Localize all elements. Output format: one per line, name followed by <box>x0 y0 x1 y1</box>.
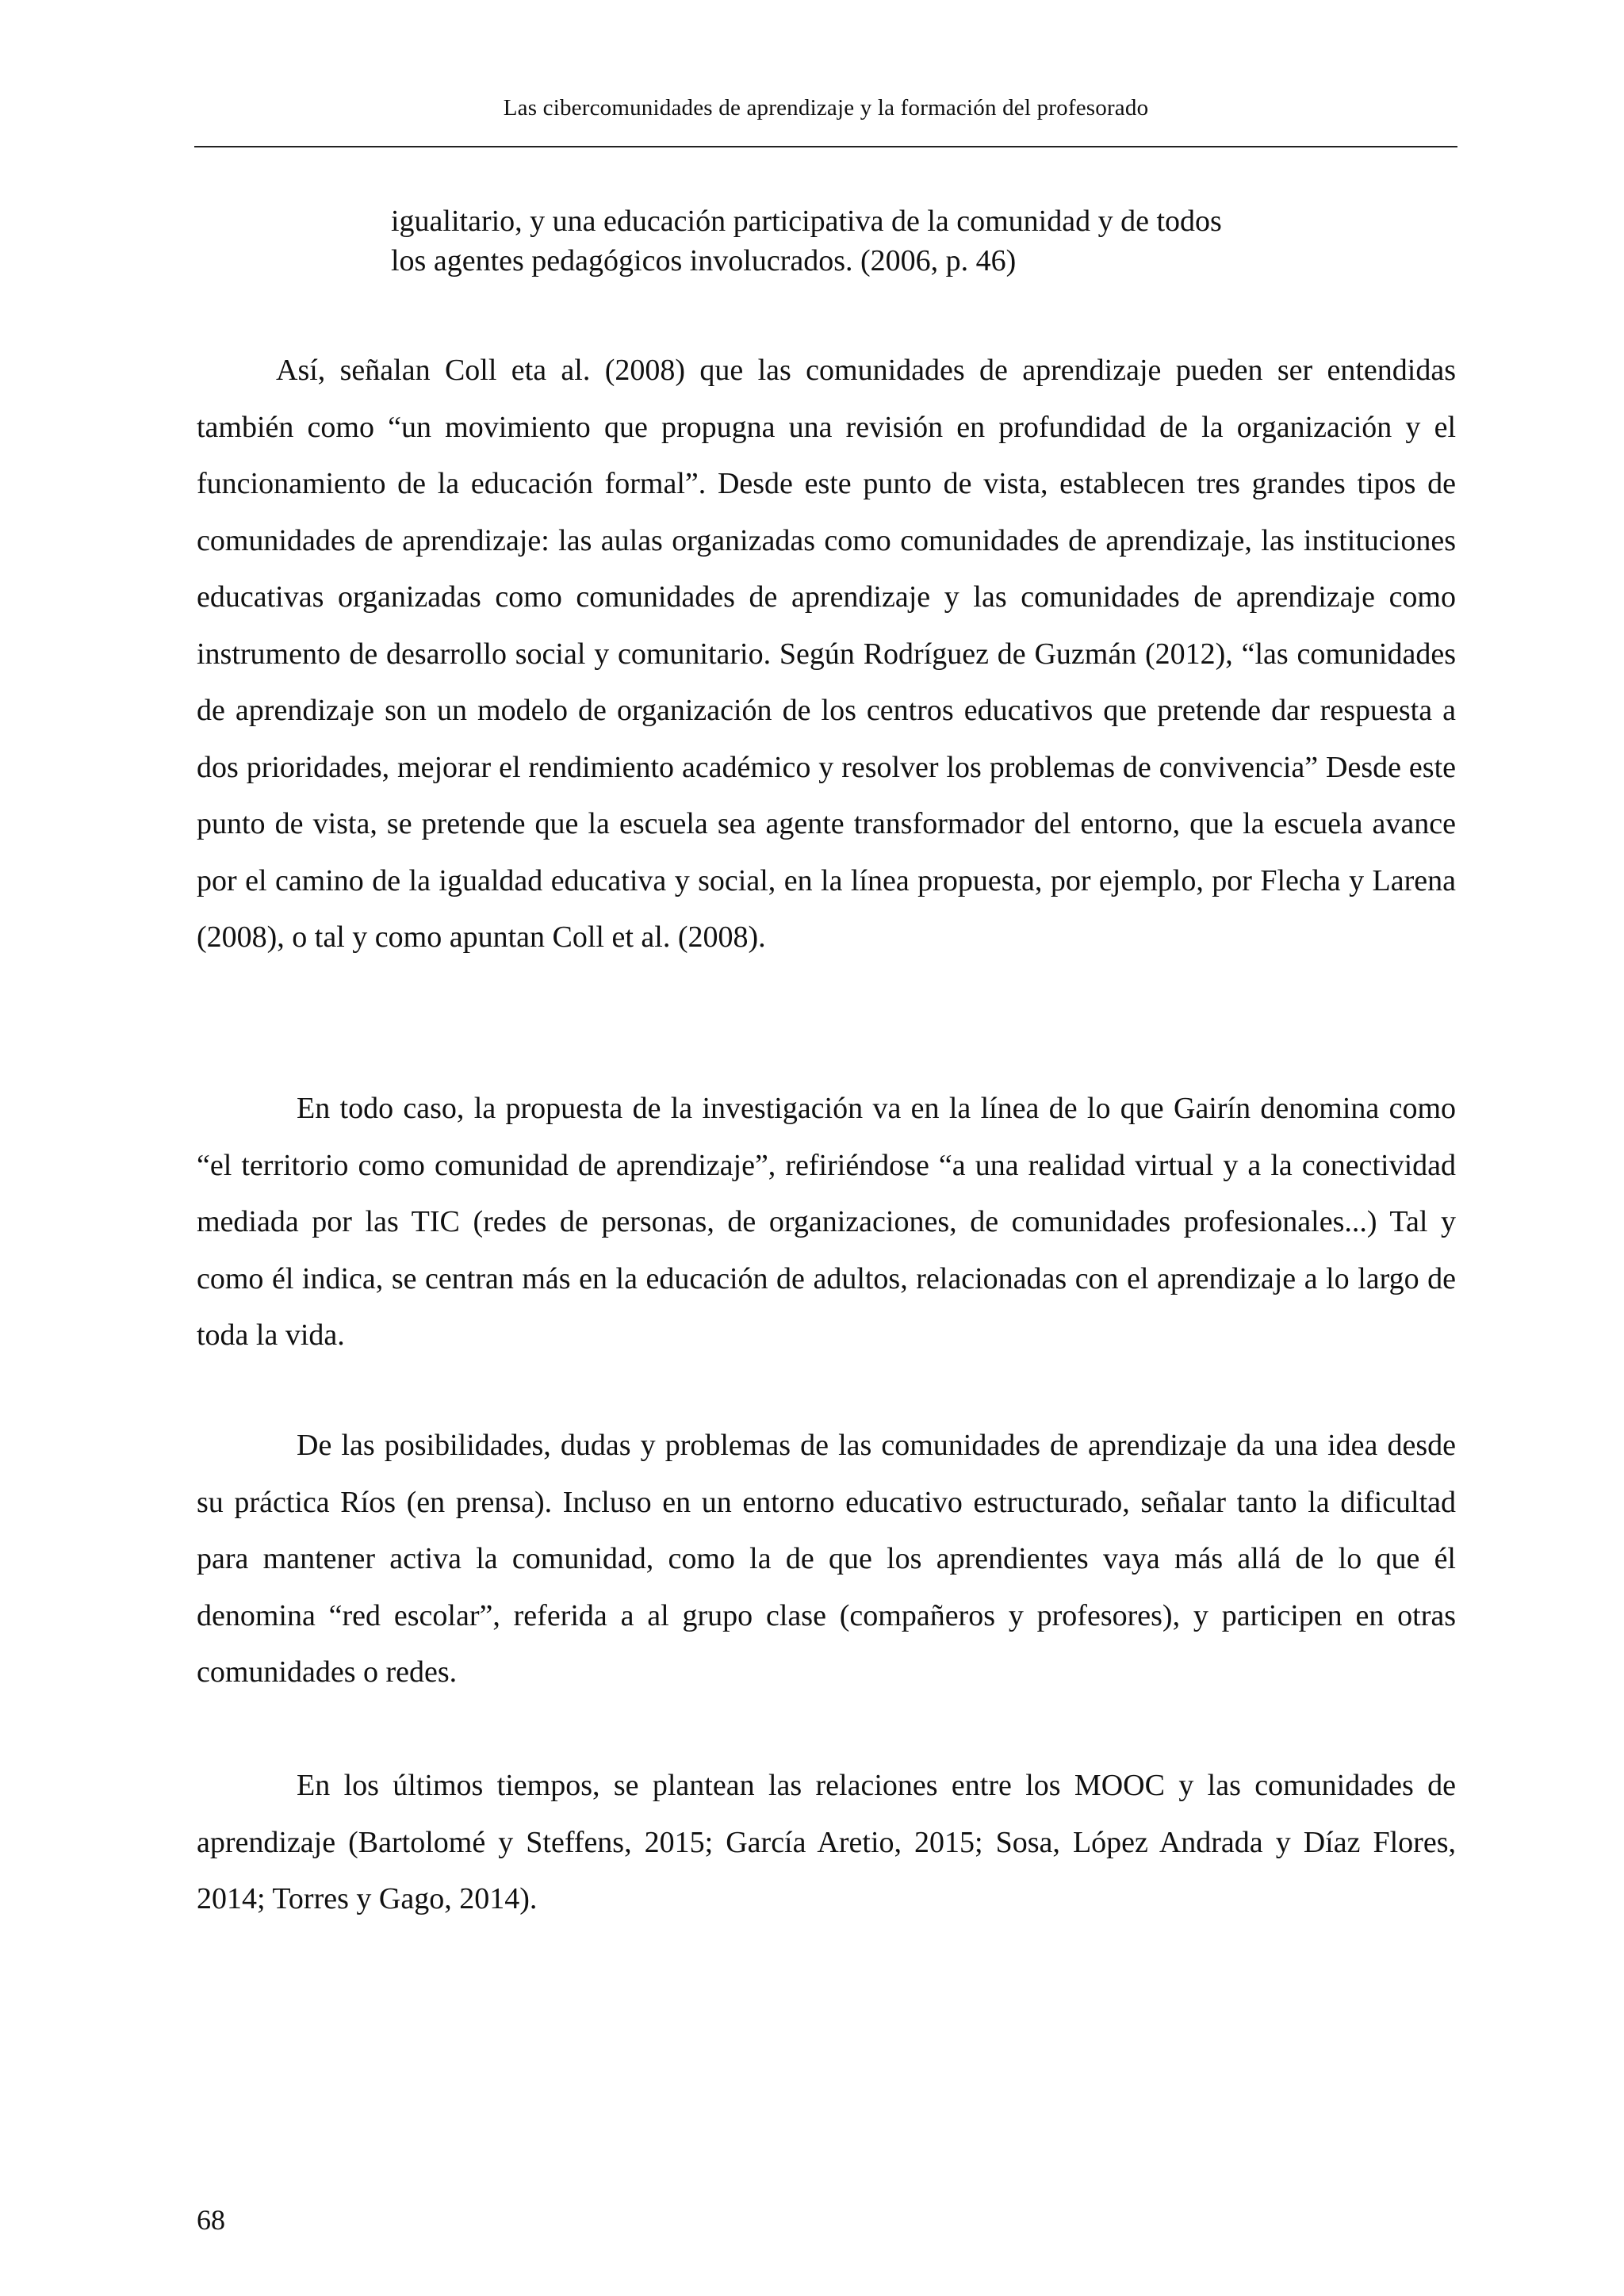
body-paragraph-4: En los últimos tiempos, se plantean las relaciones entre los MOOC y las comunidades de aprendizaje (Bartolomé y Steffens, 2015; García Aretio, 2015; Sosa, López Andrada y Díaz Flores, 2014; Torres y Gago, 2014). <box>197 1769 1456 1915</box>
body-paragraph-2: En todo caso, la propuesta de la investigación va en la línea de lo que Gairín denomina como “el territorio como comunidad de aprendizaje”, refiriéndose “a una realidad virtual y a la conectividad mediada por las TIC (redes de personas, de organizaciones, de comunidades profesionales...) Tal y como él indica, se centran más en la educación de adultos, relacionadas con el aprendizaje a lo largo de toda la vida. <box>197 1092 1456 1352</box>
block-quote <box>391 201 1342 281</box>
quote-line-2: los agentes pedagógicos involucrados. (2006, p. 46) <box>391 244 1017 277</box>
quote-line-1: igualitario, y una educación participativa de la comunidad y de todos <box>391 205 1222 238</box>
running-header: Las cibercomunidades de aprendizaje y la formación del profesorado <box>503 95 1149 121</box>
body-paragraph-3: De las posibilidades, dudas y problemas de las comunidades de aprendizaje da una idea desde su práctica Ríos (en prensa). Incluso en un entorno educativo estructurado, señalar tanto la dificultad para mantener activa la comunidad, como la de que los aprendientes vaya más allá de lo que él denomina “red escolar”, referida a al grupo clase (compañeros y profesores), y participen en otras comunidades o redes. <box>197 1429 1456 1689</box>
header-rule <box>194 146 1457 147</box>
body-paragraph-1: Así, señalan Coll eta al. (2008) que las comunidades de aprendizaje pueden ser entendidas también como “un movimiento que propugna una revisión en profundidad de la organización y el funcionamiento de la educación formal”. Desde este punto de vista, establecen tres grandes tipos de comunidades de aprendizaje: las aulas organizadas como comunidades de aprendizaje, las instituciones educativas organizadas como comunidades de aprendizaje y las comunidades de aprendizaje como instrumento de desarrollo social y comunitario. Según Rodríguez de Guzmán (2012), “las comunidades de aprendizaje son un modelo de organización de los centros educativos que pretende dar respuesta a dos prioridades, mejorar el rendimiento académico y resolver los problemas de convivencia” Desde este punto de vista, se pretende que la escuela sea agente transformador del entorno, que la escuela avance por el camino de la igualdad educativa y social, en la línea propuesta, por ejemplo, por Flecha y Larena (2008), o tal y como apuntan Coll et al. (2008). <box>197 354 1456 954</box>
page-number: 68 <box>197 2204 225 2236</box>
